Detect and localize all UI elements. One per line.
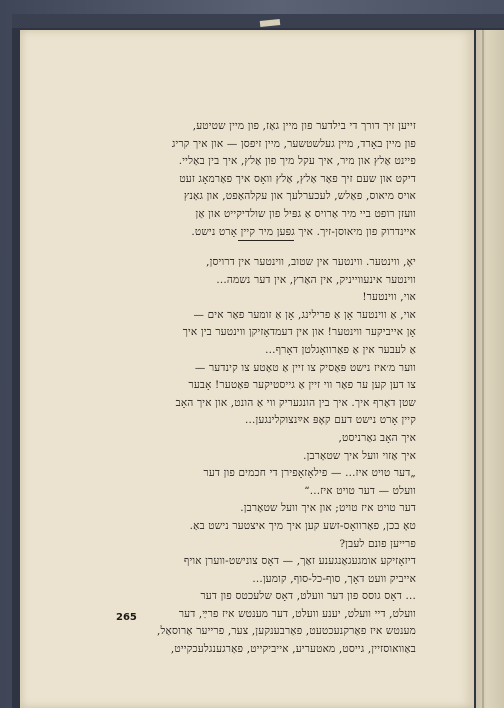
text-line: באַוואוסזיין, גייסט, מאטעריע, אייביקייט, פאַרגענגלעכקייט,: [170, 643, 416, 656]
text-line: ווער מ׳איז נישט פּאַסיק צו זיין אַ טאַטע צו קינדער —: [194, 361, 416, 374]
text-line: ווינטער אינעווייניק, אין האַרץ, אין דער נשמה...: [216, 273, 416, 286]
text-line: צו דען קען ער פאַר ווי זיין אַ גייסטיקער פּאַטער! אָבער: [188, 379, 416, 392]
text-line: יאָ, ווינטער. ווינטער אין שטוב, ווינטער אין דרויסן,: [206, 256, 416, 268]
facing-page-edge: [476, 30, 504, 708]
text-line: פיינט אַלץ און מיר, איך עקל מיך פון אַלץ, איך בין באַליי.: [178, 155, 416, 168]
text-line: אייביק וועט דאָך, סוף-כל-סוף, קומען...: [252, 572, 416, 585]
text-line: וועלט, דיי וועלט, יענע וועלט, דער מענטש איז פרײַ, דער: [178, 607, 416, 620]
text-line: דיזאָזיקע אומגעגאַנגענע זאַך, — דאָס צונישט-ווערן אויף: [183, 555, 416, 568]
text-line: דיקט און שעם זיך פאַר אַלץ, אַלץ וואָס איך פאַרמאָג זעט: [179, 172, 416, 185]
text-line: איך האָב גאַרניסט,: [338, 431, 416, 444]
text-line: קיין אָרט נישט דעם קאָפּ אײַנצוקלינגען...: [245, 414, 416, 427]
text-line: אָן אייביקער ווינטער! און אין דעמדאָזיקן ווינטער בין איך: [182, 326, 416, 339]
text-line: אוי, ווינטער!: [362, 291, 416, 304]
text-line: איינדרוק פון מיאוסן-זיך. איך גפּען מיר קיין אָרט נישט.: [191, 225, 416, 238]
text-line: אויס מיאוס, פאַלש, לעכערלעך און עקלהאַפט, און גאַנץ: [183, 190, 416, 203]
text-line: ... דאָס גוסס פון דער וועלט, דאָס שלעכטס פון דער: [200, 590, 416, 603]
text-line: שטן דאַרף איך. איך בין הונגעריק ווי אַ הונט, און איך האָב: [175, 396, 416, 409]
text-line: וועלט — דער טויט איז...“: [304, 484, 416, 497]
text-line: וועזן רופט ביי מיר אַרויס אַ גפּיל פון שולדיקייט און אַן: [195, 207, 416, 220]
section-separator: [238, 240, 294, 241]
binding-top-edge: [12, 14, 504, 28]
text-line: טאָ בכן, פאַרוואָס-זשע קען איך מיך איצטער נישט באַ.: [189, 519, 416, 532]
text-line: אַ לעבער אין אַ פאַרוואָגלטן דאָרף...: [265, 343, 416, 356]
text-line: זייען זיך דורך די בילדער פון מיין גאַז, פון מיין שטיטע,: [192, 120, 416, 132]
text-line: מענטש איז פאַרקנעכטעט, פאַרבענקען, צער, פרייער אַרוסאַל,: [156, 625, 416, 638]
text-line: דער טויט איז טויט; און איך וועל שטאַרבן.: [240, 502, 416, 515]
text-line: פון מיין באָרד, מיין געלשטשער, מיין זיפסן — און איך קריג: [171, 137, 416, 150]
page-fold: [482, 30, 484, 708]
paragraph-1: [106, 118, 416, 241]
paragraph-2: [106, 254, 416, 659]
text-line: אוי, אַ ווינטער אָן אַ פרילינג, אָן אַ זומער פאַר אים —: [193, 308, 416, 321]
text-line: פרייען פונם לעבן?: [339, 537, 416, 550]
page-number: 265: [116, 612, 137, 623]
text-line: איך אַזוי וועל איך שטאַרבן.: [303, 449, 416, 462]
text-line: „דער טויט איז... — פילאָזאָפירן די חכמים פון דער: [203, 467, 416, 480]
